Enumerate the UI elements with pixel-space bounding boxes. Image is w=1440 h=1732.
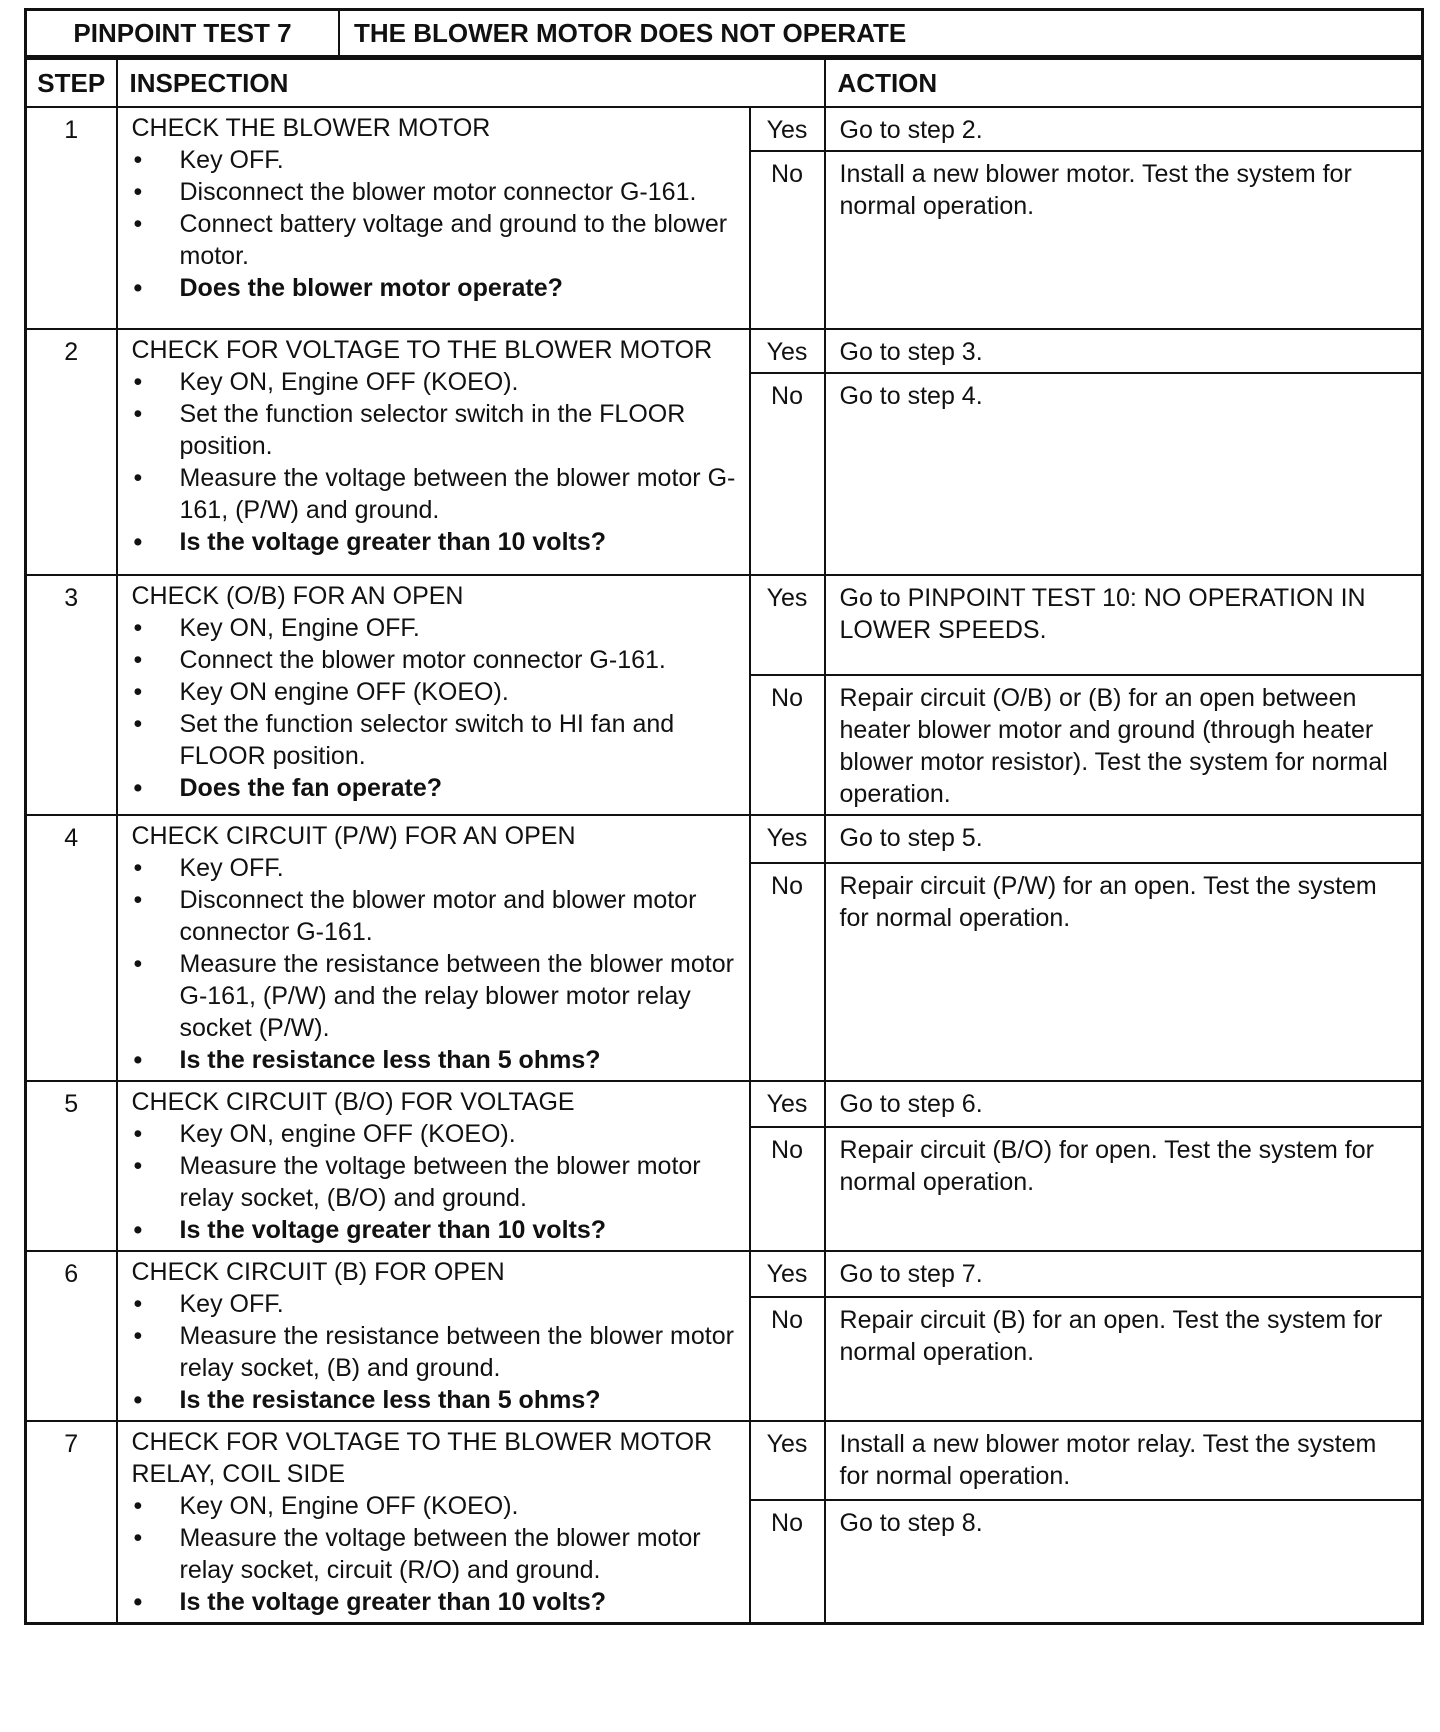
inspection-bullet: • Key ON, Engine OFF (KOEO). bbox=[132, 1490, 741, 1522]
inspection-question: • Is the voltage greater than 10 volts? bbox=[132, 526, 741, 558]
inspection-cell bbox=[117, 1081, 750, 1251]
yes-label: Yes bbox=[750, 329, 825, 373]
no-action: Repair circuit (O/B) or (B) for an open between heater blower motor and ground (through heater blower motor resistor). Test the system for normal operation. bbox=[825, 675, 1423, 815]
yes-action: Go to step 6. bbox=[825, 1081, 1423, 1127]
step-number: 3 bbox=[26, 575, 117, 815]
step-number: 5 bbox=[26, 1081, 117, 1251]
inspection-bullets bbox=[132, 1288, 741, 1416]
inspection-bullet: • Key OFF. bbox=[132, 144, 741, 176]
inspection-title: CHECK CIRCUIT (B) FOR OPEN bbox=[131, 1258, 505, 1286]
inspection-title: CHECK FOR VOLTAGE TO THE BLOWER MOTOR bbox=[131, 336, 713, 364]
header-action: ACTION bbox=[825, 59, 1423, 107]
inspection-question: • Is the resistance less than 5 ohms? bbox=[132, 1384, 741, 1416]
inspection-bullet: • Measure the resistance between the blower motor relay socket, (B) and ground. bbox=[132, 1320, 741, 1384]
no-action: Install a new blower motor. Test the system for normal operation. bbox=[825, 151, 1423, 329]
no-label: No bbox=[750, 151, 825, 329]
inspection-bullet: • Disconnect the blower motor and blower motor connector G-161. bbox=[132, 884, 741, 948]
yes-label: Yes bbox=[750, 107, 825, 151]
header-row bbox=[26, 59, 1423, 107]
inspection-cell bbox=[117, 329, 750, 575]
inspection-bullet: • Measure the voltage between the blower motor G-161, (P/W) and ground. bbox=[132, 462, 741, 526]
step-row bbox=[26, 329, 1423, 373]
inspection-question: • Does the blower motor operate? bbox=[132, 272, 741, 304]
no-label: No bbox=[750, 1127, 825, 1251]
yes-action: Go to PINPOINT TEST 10: NO OPERATION IN LOWER SPEEDS. bbox=[825, 575, 1423, 675]
inspection-question: • Does the fan operate? bbox=[132, 772, 741, 804]
step-number: 1 bbox=[26, 107, 117, 329]
inspection-question: • Is the voltage greater than 10 volts? bbox=[132, 1214, 741, 1246]
no-label: No bbox=[750, 675, 825, 815]
yes-action: Go to step 7. bbox=[825, 1251, 1423, 1297]
step-row bbox=[26, 575, 1423, 675]
no-label: No bbox=[750, 1500, 825, 1624]
yes-action: Go to step 3. bbox=[825, 329, 1423, 373]
yes-label: Yes bbox=[750, 1251, 825, 1297]
inspection-bullet: • Measure the voltage between the blower motor relay socket, (B/O) and ground. bbox=[132, 1150, 741, 1214]
inspection-bullet: • Key ON, Engine OFF. bbox=[132, 612, 741, 644]
inspection-cell bbox=[117, 815, 750, 1081]
inspection-title: CHECK FOR VOLTAGE TO THE BLOWER MOTOR RELAY, COIL SIDE bbox=[131, 1428, 713, 1488]
step-number: 2 bbox=[26, 329, 117, 575]
step-row bbox=[26, 815, 1423, 863]
yes-action: Go to step 5. bbox=[825, 815, 1423, 863]
no-action: Go to step 8. bbox=[825, 1500, 1423, 1624]
inspection-cell bbox=[117, 575, 750, 815]
inspection-bullets bbox=[132, 852, 741, 1076]
inspection-bullet: • Set the function selector switch to HI fan and FLOOR position. bbox=[132, 708, 741, 772]
pinpoint-table bbox=[24, 58, 1424, 1625]
title-row bbox=[24, 8, 1424, 58]
inspection-bullet: • Set the function selector switch in the FLOOR position. bbox=[132, 398, 741, 462]
no-action: Repair circuit (B) for an open. Test the system for normal operation. bbox=[825, 1297, 1423, 1421]
no-action: Go to step 4. bbox=[825, 373, 1423, 575]
inspection-bullets bbox=[132, 144, 741, 304]
yes-label: Yes bbox=[750, 575, 825, 675]
inspection-bullets bbox=[132, 612, 741, 804]
pinpoint-test-sheet bbox=[24, 8, 1424, 1625]
step-row bbox=[26, 1081, 1423, 1127]
test-title: THE BLOWER MOTOR DOES NOT OPERATE bbox=[354, 17, 907, 48]
yes-label: Yes bbox=[750, 1421, 825, 1500]
step-row bbox=[26, 107, 1423, 151]
no-label: No bbox=[750, 373, 825, 575]
step-number: 4 bbox=[26, 815, 117, 1081]
inspection-title: CHECK (O/B) FOR AN OPEN bbox=[131, 582, 464, 610]
step-row bbox=[26, 1251, 1423, 1297]
test-label: PINPOINT TEST 7 bbox=[27, 11, 340, 55]
inspection-bullets bbox=[132, 1118, 741, 1246]
inspection-title: CHECK THE BLOWER MOTOR bbox=[131, 114, 491, 142]
inspection-cell bbox=[117, 1251, 750, 1421]
no-action: Repair circuit (B/O) for open. Test the system for normal operation. bbox=[825, 1127, 1423, 1251]
yes-action: Go to step 2. bbox=[825, 107, 1423, 151]
inspection-question: • Is the voltage greater than 10 volts? bbox=[132, 1586, 741, 1618]
yes-label: Yes bbox=[750, 1081, 825, 1127]
inspection-bullet: • Key ON engine OFF (KOEO). bbox=[132, 676, 741, 708]
inspection-title: CHECK CIRCUIT (P/W) FOR AN OPEN bbox=[131, 822, 576, 850]
inspection-bullet: • Key ON, Engine OFF (KOEO). bbox=[132, 366, 741, 398]
step-row bbox=[26, 1421, 1423, 1500]
step-number: 7 bbox=[26, 1421, 117, 1624]
no-action: Repair circuit (P/W) for an open. Test the system for normal operation. bbox=[825, 863, 1423, 1081]
inspection-bullet: • Measure the resistance between the blower motor G-161, (P/W) and the relay blower motor relay socket (P/W). bbox=[132, 948, 741, 1044]
inspection-bullet: • Key OFF. bbox=[132, 1288, 741, 1320]
header-step: STEP bbox=[26, 59, 117, 107]
no-label: No bbox=[750, 1297, 825, 1421]
no-label: No bbox=[750, 863, 825, 1081]
inspection-cell bbox=[117, 107, 750, 329]
inspection-bullet: • Connect the blower motor connector G-161. bbox=[132, 644, 741, 676]
inspection-bullet: • Key ON, engine OFF (KOEO). bbox=[132, 1118, 741, 1150]
header-inspection: INSPECTION bbox=[117, 59, 825, 107]
inspection-bullets bbox=[132, 1490, 741, 1618]
inspection-bullets bbox=[132, 366, 741, 558]
inspection-question: • Is the resistance less than 5 ohms? bbox=[132, 1044, 741, 1076]
inspection-bullet: • Connect battery voltage and ground to the blower motor. bbox=[132, 208, 741, 272]
inspection-cell bbox=[117, 1421, 750, 1624]
inspection-bullet: • Measure the voltage between the blower motor relay socket, circuit (R/O) and ground. bbox=[132, 1522, 741, 1586]
step-number: 6 bbox=[26, 1251, 117, 1421]
inspection-title: CHECK CIRCUIT (B/O) FOR VOLTAGE bbox=[131, 1088, 575, 1116]
yes-label: Yes bbox=[750, 815, 825, 863]
inspection-bullet: • Key OFF. bbox=[132, 852, 741, 884]
inspection-bullet: • Disconnect the blower motor connector G-161. bbox=[132, 176, 741, 208]
yes-action: Install a new blower motor relay. Test the system for normal operation. bbox=[825, 1421, 1423, 1500]
